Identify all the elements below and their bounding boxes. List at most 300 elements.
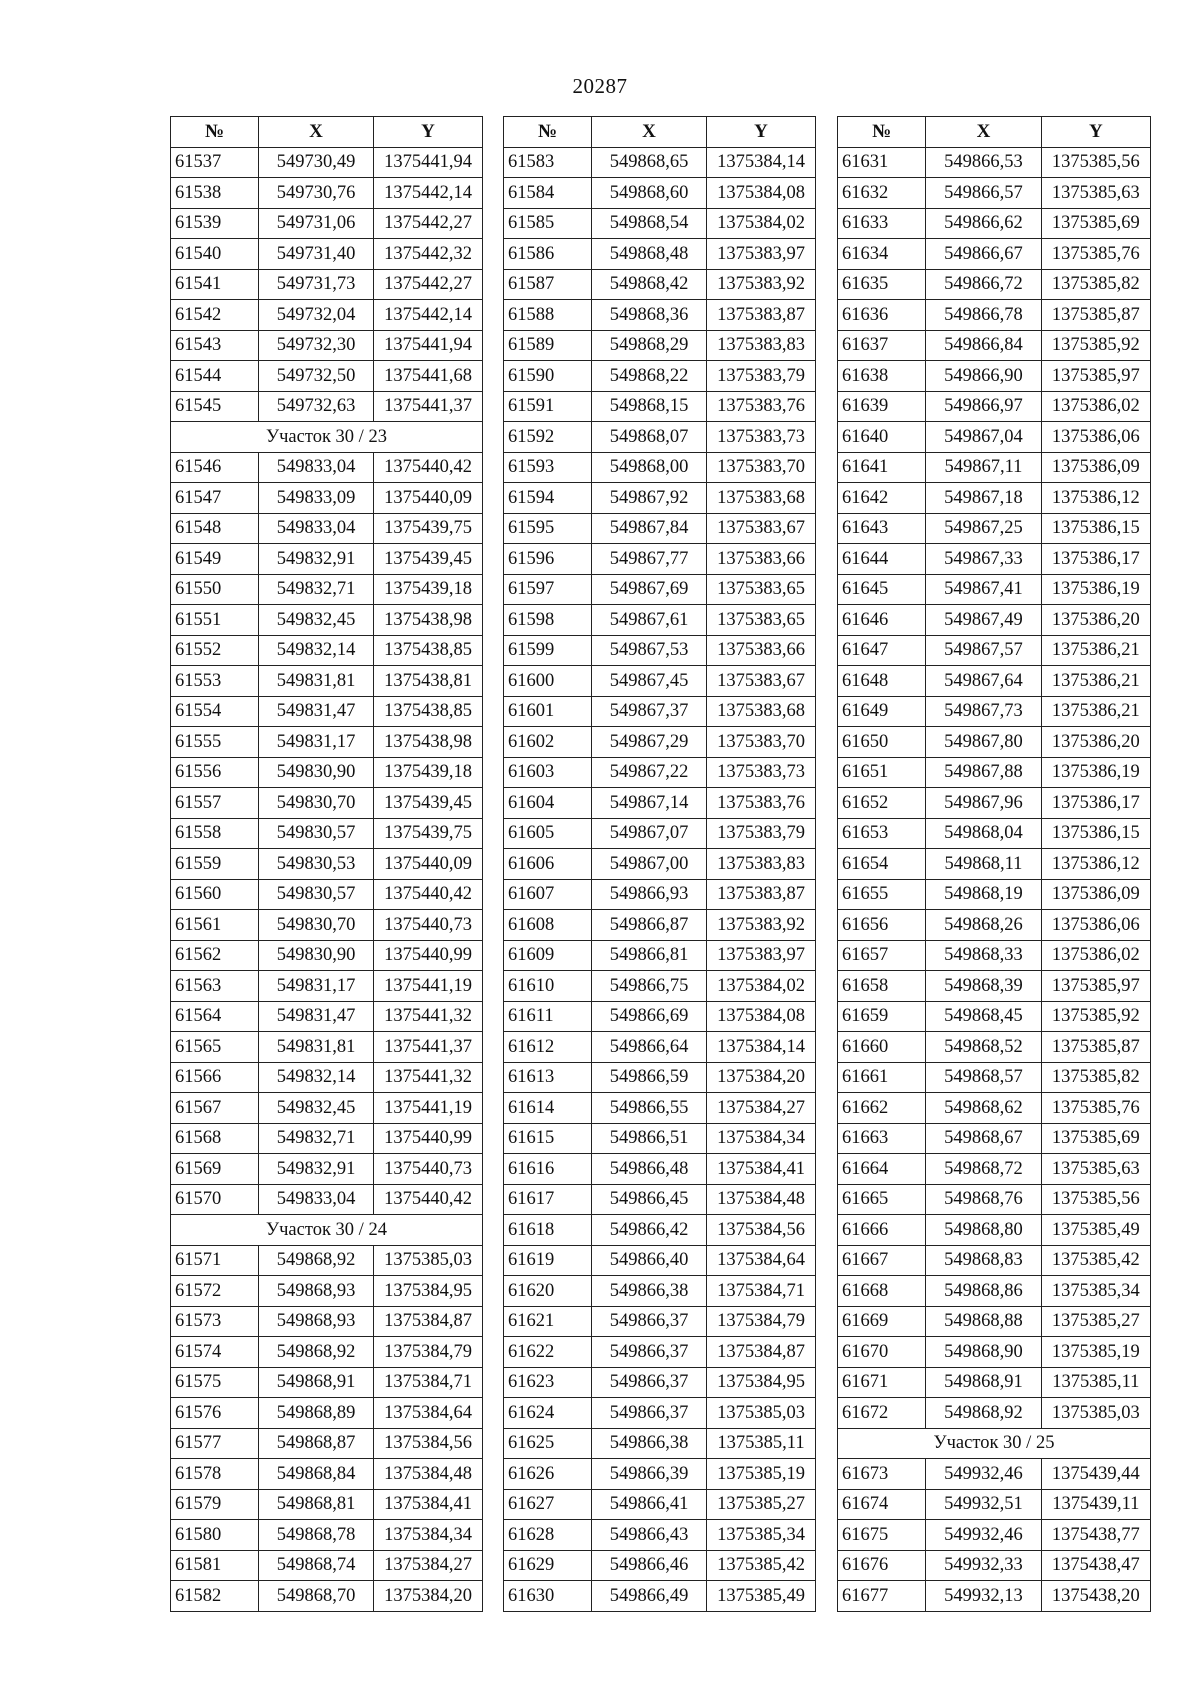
table-row bbox=[838, 208, 1151, 239]
x-coordinate-cell: 549831,47 bbox=[259, 696, 374, 727]
y-coordinate-cell: 1375386,09 bbox=[1041, 879, 1150, 910]
y-coordinate-cell: 1375442,27 bbox=[374, 208, 483, 239]
y-coordinate-cell: 1375386,21 bbox=[1041, 635, 1150, 666]
point-number-cell: 61621 bbox=[504, 1306, 592, 1337]
x-coordinate-cell: 549866,75 bbox=[592, 971, 707, 1002]
x-coordinate-cell: 549868,42 bbox=[592, 269, 707, 300]
x-coordinate-cell: 549866,69 bbox=[592, 1001, 707, 1032]
table-row bbox=[171, 1276, 483, 1307]
coordinates-table-2 bbox=[503, 116, 816, 1612]
point-number-cell: 61606 bbox=[504, 849, 592, 880]
x-coordinate-cell: 549868,26 bbox=[926, 910, 1041, 941]
x-coordinate-cell: 549866,93 bbox=[592, 879, 707, 910]
table-row bbox=[171, 910, 483, 941]
y-coordinate-cell: 1375383,83 bbox=[707, 849, 816, 880]
table-row bbox=[171, 544, 483, 575]
y-coordinate-cell: 1375441,37 bbox=[374, 391, 483, 422]
table-row bbox=[504, 910, 816, 941]
table-row bbox=[171, 1337, 483, 1368]
point-number-cell: 61618 bbox=[504, 1215, 592, 1246]
y-coordinate-cell: 1375383,73 bbox=[707, 757, 816, 788]
x-coordinate-cell: 549833,09 bbox=[259, 483, 374, 514]
point-number-cell: 61660 bbox=[838, 1032, 926, 1063]
table-row bbox=[504, 1123, 816, 1154]
section-title: Участок 30 / 24 bbox=[171, 1215, 483, 1246]
table-row bbox=[838, 1123, 1151, 1154]
y-coordinate-cell: 1375441,37 bbox=[374, 1032, 483, 1063]
y-coordinate-cell: 1375385,03 bbox=[1041, 1398, 1150, 1429]
column-header-number: № bbox=[504, 117, 592, 148]
point-number-cell: 61622 bbox=[504, 1337, 592, 1368]
point-number-cell: 61542 bbox=[171, 300, 259, 331]
point-number-cell: 61677 bbox=[838, 1581, 926, 1612]
x-coordinate-cell: 549831,81 bbox=[259, 1032, 374, 1063]
table-row bbox=[504, 239, 816, 270]
column-header-x: X bbox=[926, 117, 1041, 148]
point-number-cell: 61652 bbox=[838, 788, 926, 819]
y-coordinate-cell: 1375438,77 bbox=[1041, 1520, 1150, 1551]
point-number-cell: 61540 bbox=[171, 239, 259, 270]
y-coordinate-cell: 1375385,63 bbox=[1041, 1154, 1150, 1185]
x-coordinate-cell: 549831,17 bbox=[259, 727, 374, 758]
y-coordinate-cell: 1375384,95 bbox=[374, 1276, 483, 1307]
table-row bbox=[504, 1367, 816, 1398]
table-row bbox=[504, 483, 816, 514]
point-number-cell: 61575 bbox=[171, 1367, 259, 1398]
x-coordinate-cell: 549866,46 bbox=[592, 1550, 707, 1581]
table-row bbox=[504, 1306, 816, 1337]
table-row bbox=[838, 788, 1151, 819]
point-number-cell: 61586 bbox=[504, 239, 592, 270]
x-coordinate-cell: 549830,90 bbox=[259, 757, 374, 788]
x-coordinate-cell: 549866,37 bbox=[592, 1337, 707, 1368]
x-coordinate-cell: 549868,48 bbox=[592, 239, 707, 270]
table-row bbox=[504, 574, 816, 605]
x-coordinate-cell: 549867,14 bbox=[592, 788, 707, 819]
point-number-cell: 61631 bbox=[838, 147, 926, 178]
table-row bbox=[838, 1520, 1151, 1551]
point-number-cell: 61663 bbox=[838, 1123, 926, 1154]
x-coordinate-cell: 549868,39 bbox=[926, 971, 1041, 1002]
y-coordinate-cell: 1375438,98 bbox=[374, 605, 483, 636]
section-row bbox=[171, 422, 483, 453]
point-number-cell: 61592 bbox=[504, 422, 592, 453]
y-coordinate-cell: 1375384,64 bbox=[707, 1245, 816, 1276]
point-number-cell: 61578 bbox=[171, 1459, 259, 1490]
x-coordinate-cell: 549867,53 bbox=[592, 635, 707, 666]
table-row bbox=[171, 1245, 483, 1276]
x-coordinate-cell: 549830,90 bbox=[259, 940, 374, 971]
point-number-cell: 61605 bbox=[504, 818, 592, 849]
table-row bbox=[171, 818, 483, 849]
column-header-y: Y bbox=[1041, 117, 1150, 148]
y-coordinate-cell: 1375439,44 bbox=[1041, 1459, 1150, 1490]
table-row bbox=[838, 422, 1151, 453]
section-title: Участок 30 / 25 bbox=[838, 1428, 1151, 1459]
y-coordinate-cell: 1375385,97 bbox=[1041, 971, 1150, 1002]
table-row bbox=[171, 696, 483, 727]
table-row bbox=[504, 818, 816, 849]
x-coordinate-cell: 549866,78 bbox=[926, 300, 1041, 331]
x-coordinate-cell: 549867,22 bbox=[592, 757, 707, 788]
table-row bbox=[838, 910, 1151, 941]
point-number-cell: 61556 bbox=[171, 757, 259, 788]
point-number-cell: 61616 bbox=[504, 1154, 592, 1185]
x-coordinate-cell: 549868,15 bbox=[592, 391, 707, 422]
point-number-cell: 61560 bbox=[171, 879, 259, 910]
x-coordinate-cell: 549867,41 bbox=[926, 574, 1041, 605]
table-row bbox=[171, 666, 483, 697]
y-coordinate-cell: 1375383,67 bbox=[707, 513, 816, 544]
x-coordinate-cell: 549831,17 bbox=[259, 971, 374, 1002]
x-coordinate-cell: 549868,93 bbox=[259, 1276, 374, 1307]
table-row bbox=[504, 330, 816, 361]
table-row bbox=[171, 483, 483, 514]
point-number-cell: 61555 bbox=[171, 727, 259, 758]
table-row bbox=[171, 1123, 483, 1154]
y-coordinate-cell: 1375385,49 bbox=[707, 1581, 816, 1612]
y-coordinate-cell: 1375440,42 bbox=[374, 1184, 483, 1215]
point-number-cell: 61549 bbox=[171, 544, 259, 575]
point-number-cell: 61602 bbox=[504, 727, 592, 758]
x-coordinate-cell: 549731,40 bbox=[259, 239, 374, 270]
x-coordinate-cell: 549868,67 bbox=[926, 1123, 1041, 1154]
y-coordinate-cell: 1375385,87 bbox=[1041, 300, 1150, 331]
point-number-cell: 61601 bbox=[504, 696, 592, 727]
y-coordinate-cell: 1375384,34 bbox=[707, 1123, 816, 1154]
point-number-cell: 61651 bbox=[838, 757, 926, 788]
x-coordinate-cell: 549867,49 bbox=[926, 605, 1041, 636]
y-coordinate-cell: 1375440,73 bbox=[374, 910, 483, 941]
table-row bbox=[504, 513, 816, 544]
y-coordinate-cell: 1375385,11 bbox=[1041, 1367, 1150, 1398]
x-coordinate-cell: 549866,49 bbox=[592, 1581, 707, 1612]
x-coordinate-cell: 549866,84 bbox=[926, 330, 1041, 361]
point-number-cell: 61577 bbox=[171, 1428, 259, 1459]
y-coordinate-cell: 1375442,32 bbox=[374, 239, 483, 270]
x-coordinate-cell: 549866,64 bbox=[592, 1032, 707, 1063]
table-row bbox=[838, 452, 1151, 483]
point-number-cell: 61570 bbox=[171, 1184, 259, 1215]
table-row bbox=[504, 1154, 816, 1185]
point-number-cell: 61565 bbox=[171, 1032, 259, 1063]
point-number-cell: 61676 bbox=[838, 1550, 926, 1581]
x-coordinate-cell: 549868,33 bbox=[926, 940, 1041, 971]
section-row bbox=[171, 1215, 483, 1246]
x-coordinate-cell: 549867,84 bbox=[592, 513, 707, 544]
point-number-cell: 61548 bbox=[171, 513, 259, 544]
x-coordinate-cell: 549867,45 bbox=[592, 666, 707, 697]
x-coordinate-cell: 549866,37 bbox=[592, 1367, 707, 1398]
table-header-row bbox=[504, 117, 816, 148]
table-body bbox=[171, 147, 483, 1611]
table-row bbox=[838, 1398, 1151, 1429]
point-number-cell: 61597 bbox=[504, 574, 592, 605]
table-row bbox=[504, 1276, 816, 1307]
x-coordinate-cell: 549867,96 bbox=[926, 788, 1041, 819]
point-number-cell: 61588 bbox=[504, 300, 592, 331]
table-row bbox=[838, 1459, 1151, 1490]
x-coordinate-cell: 549832,71 bbox=[259, 1123, 374, 1154]
x-coordinate-cell: 549866,81 bbox=[592, 940, 707, 971]
x-coordinate-cell: 549833,04 bbox=[259, 1184, 374, 1215]
coordinates-table-3 bbox=[837, 116, 1151, 1612]
point-number-cell: 61595 bbox=[504, 513, 592, 544]
y-coordinate-cell: 1375385,19 bbox=[1041, 1337, 1150, 1368]
x-coordinate-cell: 549866,39 bbox=[592, 1459, 707, 1490]
y-coordinate-cell: 1375441,19 bbox=[374, 971, 483, 1002]
table-row bbox=[838, 1184, 1151, 1215]
y-coordinate-cell: 1375383,68 bbox=[707, 483, 816, 514]
point-number-cell: 61566 bbox=[171, 1062, 259, 1093]
x-coordinate-cell: 549732,63 bbox=[259, 391, 374, 422]
point-number-cell: 61569 bbox=[171, 1154, 259, 1185]
table-row bbox=[504, 1398, 816, 1429]
table-row bbox=[504, 300, 816, 331]
x-coordinate-cell: 549833,04 bbox=[259, 452, 374, 483]
y-coordinate-cell: 1375386,15 bbox=[1041, 513, 1150, 544]
point-number-cell: 61538 bbox=[171, 178, 259, 209]
table-row bbox=[171, 1520, 483, 1551]
point-number-cell: 61544 bbox=[171, 361, 259, 392]
y-coordinate-cell: 1375384,41 bbox=[374, 1489, 483, 1520]
table-row bbox=[838, 849, 1151, 880]
y-coordinate-cell: 1375440,09 bbox=[374, 483, 483, 514]
x-coordinate-cell: 549868,92 bbox=[926, 1398, 1041, 1429]
point-number-cell: 61594 bbox=[504, 483, 592, 514]
x-coordinate-cell: 549868,54 bbox=[592, 208, 707, 239]
point-number-cell: 61665 bbox=[838, 1184, 926, 1215]
y-coordinate-cell: 1375384,48 bbox=[374, 1459, 483, 1490]
point-number-cell: 61640 bbox=[838, 422, 926, 453]
point-number-cell: 61636 bbox=[838, 300, 926, 331]
y-coordinate-cell: 1375385,11 bbox=[707, 1428, 816, 1459]
section-title: Участок 30 / 23 bbox=[171, 422, 483, 453]
x-coordinate-cell: 549832,91 bbox=[259, 544, 374, 575]
y-coordinate-cell: 1375383,73 bbox=[707, 422, 816, 453]
table-row bbox=[171, 1428, 483, 1459]
point-number-cell: 61654 bbox=[838, 849, 926, 880]
table-row bbox=[838, 1550, 1151, 1581]
y-coordinate-cell: 1375385,56 bbox=[1041, 1184, 1150, 1215]
x-coordinate-cell: 549868,84 bbox=[259, 1459, 374, 1490]
point-number-cell: 61608 bbox=[504, 910, 592, 941]
y-coordinate-cell: 1375440,99 bbox=[374, 1123, 483, 1154]
point-number-cell: 61607 bbox=[504, 879, 592, 910]
table-row bbox=[171, 269, 483, 300]
y-coordinate-cell: 1375385,19 bbox=[707, 1459, 816, 1490]
y-coordinate-cell: 1375441,32 bbox=[374, 1001, 483, 1032]
point-number-cell: 61596 bbox=[504, 544, 592, 575]
x-coordinate-cell: 549867,69 bbox=[592, 574, 707, 605]
y-coordinate-cell: 1375438,20 bbox=[1041, 1581, 1150, 1612]
y-coordinate-cell: 1375385,27 bbox=[707, 1489, 816, 1520]
table-row bbox=[838, 757, 1151, 788]
point-number-cell: 61539 bbox=[171, 208, 259, 239]
table-row bbox=[171, 1306, 483, 1337]
y-coordinate-cell: 1375384,56 bbox=[374, 1428, 483, 1459]
y-coordinate-cell: 1375383,87 bbox=[707, 300, 816, 331]
table-row bbox=[171, 1489, 483, 1520]
x-coordinate-cell: 549868,29 bbox=[592, 330, 707, 361]
table-row bbox=[504, 1489, 816, 1520]
table-row bbox=[171, 788, 483, 819]
point-number-cell: 61619 bbox=[504, 1245, 592, 1276]
point-number-cell: 61623 bbox=[504, 1367, 592, 1398]
y-coordinate-cell: 1375383,65 bbox=[707, 605, 816, 636]
x-coordinate-cell: 549932,46 bbox=[926, 1459, 1041, 1490]
x-coordinate-cell: 549868,60 bbox=[592, 178, 707, 209]
y-coordinate-cell: 1375384,79 bbox=[374, 1337, 483, 1368]
y-coordinate-cell: 1375438,85 bbox=[374, 696, 483, 727]
table-row bbox=[171, 849, 483, 880]
y-coordinate-cell: 1375383,79 bbox=[707, 361, 816, 392]
y-coordinate-cell: 1375385,34 bbox=[707, 1520, 816, 1551]
x-coordinate-cell: 549867,18 bbox=[926, 483, 1041, 514]
x-coordinate-cell: 549832,71 bbox=[259, 574, 374, 605]
y-coordinate-cell: 1375384,20 bbox=[374, 1581, 483, 1612]
x-coordinate-cell: 549932,33 bbox=[926, 1550, 1041, 1581]
table-row bbox=[838, 1489, 1151, 1520]
table-row bbox=[171, 635, 483, 666]
y-coordinate-cell: 1375384,95 bbox=[707, 1367, 816, 1398]
x-coordinate-cell: 549866,38 bbox=[592, 1276, 707, 1307]
point-number-cell: 61675 bbox=[838, 1520, 926, 1551]
y-coordinate-cell: 1375383,79 bbox=[707, 818, 816, 849]
table-row bbox=[504, 1215, 816, 1246]
y-coordinate-cell: 1375440,42 bbox=[374, 452, 483, 483]
point-number-cell: 61537 bbox=[171, 147, 259, 178]
point-number-cell: 61674 bbox=[838, 1489, 926, 1520]
table-row bbox=[838, 635, 1151, 666]
table-row bbox=[838, 391, 1151, 422]
y-coordinate-cell: 1375439,11 bbox=[1041, 1489, 1150, 1520]
point-number-cell: 61641 bbox=[838, 452, 926, 483]
y-coordinate-cell: 1375439,45 bbox=[374, 788, 483, 819]
table-row bbox=[171, 940, 483, 971]
table-row bbox=[171, 1093, 483, 1124]
point-number-cell: 61552 bbox=[171, 635, 259, 666]
page-number: 20287 bbox=[572, 74, 628, 98]
table-body bbox=[838, 147, 1151, 1611]
y-coordinate-cell: 1375386,21 bbox=[1041, 696, 1150, 727]
point-number-cell: 61646 bbox=[838, 605, 926, 636]
table-row bbox=[504, 452, 816, 483]
y-coordinate-cell: 1375385,63 bbox=[1041, 178, 1150, 209]
y-coordinate-cell: 1375384,64 bbox=[374, 1398, 483, 1429]
y-coordinate-cell: 1375384,48 bbox=[707, 1184, 816, 1215]
point-number-cell: 61670 bbox=[838, 1337, 926, 1368]
table-row bbox=[504, 1337, 816, 1368]
y-coordinate-cell: 1375383,65 bbox=[707, 574, 816, 605]
point-number-cell: 61550 bbox=[171, 574, 259, 605]
table-row bbox=[504, 727, 816, 758]
point-number-cell: 61593 bbox=[504, 452, 592, 483]
x-coordinate-cell: 549868,74 bbox=[259, 1550, 374, 1581]
point-number-cell: 61635 bbox=[838, 269, 926, 300]
y-coordinate-cell: 1375386,19 bbox=[1041, 574, 1150, 605]
table-row bbox=[504, 940, 816, 971]
x-coordinate-cell: 549830,70 bbox=[259, 788, 374, 819]
table-row bbox=[504, 971, 816, 1002]
y-coordinate-cell: 1375383,76 bbox=[707, 391, 816, 422]
y-coordinate-cell: 1375384,41 bbox=[707, 1154, 816, 1185]
y-coordinate-cell: 1375441,94 bbox=[374, 330, 483, 361]
point-number-cell: 61553 bbox=[171, 666, 259, 697]
point-number-cell: 61568 bbox=[171, 1123, 259, 1154]
y-coordinate-cell: 1375440,09 bbox=[374, 849, 483, 880]
point-number-cell: 61642 bbox=[838, 483, 926, 514]
x-coordinate-cell: 549731,73 bbox=[259, 269, 374, 300]
table-row bbox=[838, 1337, 1151, 1368]
table-row bbox=[504, 361, 816, 392]
x-coordinate-cell: 549832,14 bbox=[259, 635, 374, 666]
x-coordinate-cell: 549830,57 bbox=[259, 818, 374, 849]
table-row bbox=[504, 1581, 816, 1612]
point-number-cell: 61650 bbox=[838, 727, 926, 758]
y-coordinate-cell: 1375386,17 bbox=[1041, 544, 1150, 575]
y-coordinate-cell: 1375386,21 bbox=[1041, 666, 1150, 697]
point-number-cell: 61609 bbox=[504, 940, 592, 971]
x-coordinate-cell: 549831,81 bbox=[259, 666, 374, 697]
table-row bbox=[504, 544, 816, 575]
point-number-cell: 61634 bbox=[838, 239, 926, 270]
point-number-cell: 61614 bbox=[504, 1093, 592, 1124]
point-number-cell: 61559 bbox=[171, 849, 259, 880]
point-number-cell: 61630 bbox=[504, 1581, 592, 1612]
section-row bbox=[838, 1428, 1151, 1459]
y-coordinate-cell: 1375384,27 bbox=[374, 1550, 483, 1581]
table-row bbox=[504, 422, 816, 453]
table-row bbox=[171, 1459, 483, 1490]
point-number-cell: 61659 bbox=[838, 1001, 926, 1032]
y-coordinate-cell: 1375439,75 bbox=[374, 513, 483, 544]
point-number-cell: 61624 bbox=[504, 1398, 592, 1429]
x-coordinate-cell: 549868,90 bbox=[926, 1337, 1041, 1368]
point-number-cell: 61649 bbox=[838, 696, 926, 727]
y-coordinate-cell: 1375386,15 bbox=[1041, 818, 1150, 849]
y-coordinate-cell: 1375441,32 bbox=[374, 1062, 483, 1093]
x-coordinate-cell: 549867,00 bbox=[592, 849, 707, 880]
y-coordinate-cell: 1375385,76 bbox=[1041, 1093, 1150, 1124]
point-number-cell: 61591 bbox=[504, 391, 592, 422]
table-row bbox=[504, 1428, 816, 1459]
table-row bbox=[171, 1001, 483, 1032]
y-coordinate-cell: 1375385,92 bbox=[1041, 330, 1150, 361]
y-coordinate-cell: 1375440,99 bbox=[374, 940, 483, 971]
table-row bbox=[838, 1245, 1151, 1276]
x-coordinate-cell: 549866,90 bbox=[926, 361, 1041, 392]
x-coordinate-cell: 549868,00 bbox=[592, 452, 707, 483]
table-row bbox=[504, 1062, 816, 1093]
table-row bbox=[504, 666, 816, 697]
y-coordinate-cell: 1375383,97 bbox=[707, 239, 816, 270]
x-coordinate-cell: 549866,67 bbox=[926, 239, 1041, 270]
point-number-cell: 61672 bbox=[838, 1398, 926, 1429]
y-coordinate-cell: 1375386,20 bbox=[1041, 727, 1150, 758]
x-coordinate-cell: 549868,70 bbox=[259, 1581, 374, 1612]
table-row bbox=[171, 391, 483, 422]
y-coordinate-cell: 1375441,19 bbox=[374, 1093, 483, 1124]
table-row bbox=[838, 1215, 1151, 1246]
y-coordinate-cell: 1375385,82 bbox=[1041, 269, 1150, 300]
x-coordinate-cell: 549932,46 bbox=[926, 1520, 1041, 1551]
table-row bbox=[171, 178, 483, 209]
x-coordinate-cell: 549868,86 bbox=[926, 1276, 1041, 1307]
y-coordinate-cell: 1375386,12 bbox=[1041, 849, 1150, 880]
table-row bbox=[838, 574, 1151, 605]
y-coordinate-cell: 1375385,87 bbox=[1041, 1032, 1150, 1063]
